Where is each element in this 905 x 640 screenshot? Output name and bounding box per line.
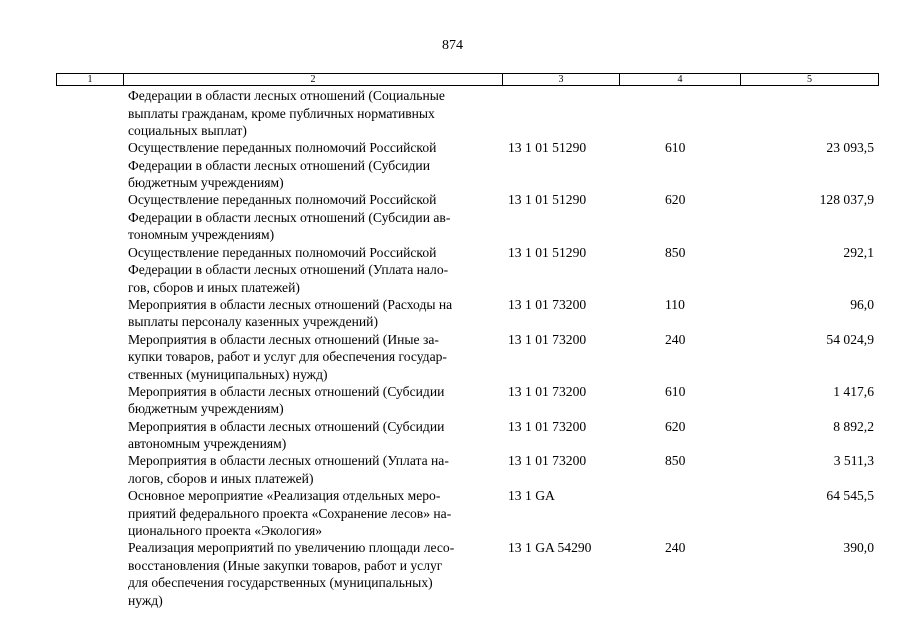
row-target-code: 13 1 01 73200 (508, 453, 587, 469)
row-expense-type: 610 (665, 383, 686, 399)
row-expense-type: 240 (665, 540, 686, 556)
row-description-line: восстановления (Иные закупки товаров, работ и услуг (128, 557, 443, 573)
row-description-line: логов, сборов и иных платежей) (128, 470, 314, 486)
row-target-code: 13 1 01 73200 (508, 296, 587, 312)
row-description-line: Федерации в области лесных отношений (Социальные (128, 88, 445, 103)
row-description-line: ственных (муниципальных) нужд) (128, 366, 328, 382)
column-header-table (56, 73, 879, 86)
row-target-code: 13 1 01 51290 (508, 192, 587, 208)
row-target-code: 13 1 GA (508, 488, 555, 504)
row-description-line: ционального проекта «Экология» (128, 523, 323, 539)
row-amount: 3 511,3 (833, 453, 874, 469)
row-description (128, 191, 493, 244)
row-description-line: Осуществление переданных полномочий Российской (128, 140, 437, 156)
row-description-line: выплаты персоналу казенных учреждений) (128, 314, 378, 330)
row-description-line: Основное мероприятие «Реализация отдельных меро- (128, 488, 441, 504)
row-description (128, 331, 493, 384)
row-description-line: Мероприятия в области лесных отношений (Расходы на (128, 296, 453, 312)
table-row (0, 383, 905, 418)
row-description-line: гов, сборов и иных платежей) (128, 279, 300, 295)
row-description-line: для обеспечения государственных (муниципальных) (128, 575, 433, 591)
row-expense-type: 110 (665, 296, 685, 312)
row-expense-type: 620 (665, 192, 686, 208)
row-description (128, 139, 493, 192)
row-amount: 96,0 (850, 296, 874, 312)
row-expense-type: 850 (665, 244, 686, 260)
row-description (128, 487, 493, 540)
row-expense-type: 610 (665, 140, 686, 156)
row-description-line: бюджетным учреждениям) (128, 401, 284, 417)
row-description-line: Осуществление переданных полномочий Российской (128, 192, 437, 208)
row-description-line: Мероприятия в области лесных отношений (Уплата на- (128, 453, 449, 469)
row-description-line: Реализация мероприятий по увеличению площади лесо- (128, 540, 455, 556)
column-header-5: 5 (741, 74, 879, 86)
row-description (128, 452, 493, 487)
table-row (0, 331, 905, 383)
budget-rows (0, 87, 905, 609)
row-target-code: 13 1 01 73200 (508, 418, 587, 434)
row-description-line: Федерации в области лесных отношений (Субсидии (128, 157, 430, 173)
table-row (0, 452, 905, 487)
row-description-line: Мероприятия в области лесных отношений (Субсидии (128, 383, 445, 399)
row-description (128, 296, 493, 331)
row-amount: 390,0 (843, 540, 874, 556)
row-target-code: 13 1 01 73200 (508, 383, 587, 399)
row-expense-type: 620 (665, 418, 686, 434)
column-header-4: 4 (620, 74, 741, 86)
row-target-code: 13 1 01 73200 (508, 331, 587, 347)
row-description-line: бюджетным учреждениям) (128, 175, 284, 191)
row-amount: 54 024,9 (826, 331, 874, 347)
row-description-line: Мероприятия в области лесных отношений (Иные за- (128, 331, 439, 347)
row-description (128, 87, 493, 140)
table-row (0, 87, 905, 139)
column-header-3: 3 (503, 74, 620, 86)
row-amount: 1 417,6 (833, 383, 874, 399)
row-target-code: 13 1 01 51290 (508, 244, 587, 260)
row-description-line: нужд) (128, 592, 163, 608)
row-description (128, 539, 493, 609)
row-description (128, 244, 493, 297)
row-expense-type: 240 (665, 331, 686, 347)
row-description (128, 418, 493, 453)
row-amount: 8 892,2 (833, 418, 874, 434)
row-description-line: автономным учреждениям) (128, 436, 287, 452)
row-amount: 23 093,5 (826, 140, 874, 156)
page-number: 874 (442, 38, 463, 53)
row-amount: 292,1 (843, 244, 874, 260)
row-description-line: Федерации в области лесных отношений (Субсидии ав- (128, 209, 451, 225)
row-description (128, 383, 493, 418)
row-expense-type: 850 (665, 453, 686, 469)
column-header-1: 1 (57, 74, 124, 86)
row-description-line: выплаты гражданам, кроме публичных нормативных (128, 105, 435, 121)
column-header-2: 2 (124, 74, 503, 86)
table-row (0, 139, 905, 191)
table-row (0, 539, 905, 609)
row-description-line: купки товаров, работ и услуг для обеспечения государ- (128, 349, 447, 365)
table-row (0, 244, 905, 296)
row-description-line: социальных выплат) (128, 123, 247, 138)
table-row (0, 191, 905, 243)
column-header-row (57, 74, 879, 86)
table-row (0, 418, 905, 453)
row-target-code: 13 1 GA 54290 (508, 540, 592, 556)
row-target-code: 13 1 01 51290 (508, 140, 587, 156)
row-amount: 64 545,5 (826, 488, 874, 504)
row-description-line: приятий федерального проекта «Сохранение лесов» на- (128, 505, 452, 521)
row-description-line: Осуществление переданных полномочий Российской (128, 244, 437, 260)
row-description-line: Мероприятия в области лесных отношений (Субсидии (128, 418, 445, 434)
row-description-line: тономным учреждениям) (128, 227, 275, 243)
table-row (0, 296, 905, 331)
row-amount: 128 037,9 (819, 192, 874, 208)
table-row (0, 487, 905, 539)
row-description-line: Федерации в области лесных отношений (Уплата нало- (128, 262, 449, 278)
